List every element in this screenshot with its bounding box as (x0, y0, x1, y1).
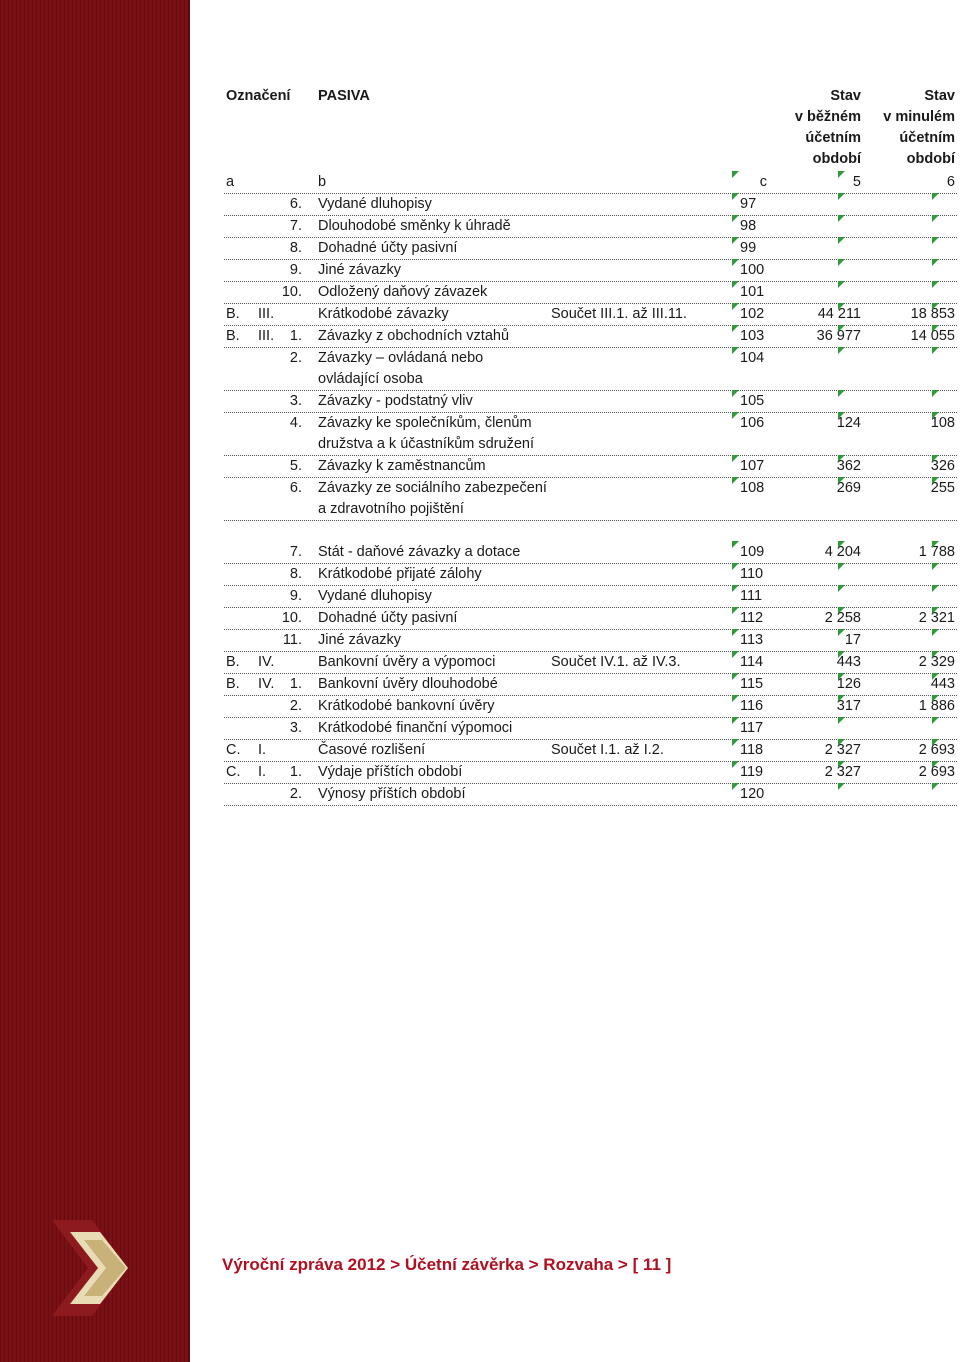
marker-triangle (732, 717, 739, 724)
row-code: 109 (740, 544, 765, 560)
row-value-current: 362 (836, 458, 861, 474)
row-mark-3: 2. (289, 698, 302, 714)
row-mark-3: 7. (289, 218, 302, 234)
table-row (224, 762, 957, 784)
colkey-c: c (759, 174, 767, 190)
marker-triangle (838, 237, 845, 244)
marker-triangle (732, 347, 739, 354)
marker-triangle (732, 171, 739, 178)
table-row (224, 608, 957, 630)
row-code: 104 (740, 350, 765, 366)
row-mark-1: C. (226, 764, 241, 780)
marker-triangle (932, 347, 939, 354)
row-code: 102 (740, 306, 765, 322)
row-name: Závazky - podstatný vliv (318, 393, 473, 409)
row-code: 119 (740, 764, 764, 780)
row-value-current: 317 (836, 698, 861, 714)
marker-triangle (932, 695, 939, 702)
row-name: Krátkodobé bankovní úvěry (318, 698, 495, 714)
row-mark-3: 2. (289, 786, 302, 802)
row-code: 98 (740, 218, 757, 234)
row-mark-3: 10. (281, 284, 302, 300)
row-name: Jiné závazky (318, 632, 402, 648)
colkey-a: a (226, 174, 235, 190)
row-value-previous: 18 853 (910, 306, 955, 322)
marker-triangle (932, 215, 939, 222)
table-row (224, 564, 957, 586)
row-value-current: 124 (836, 415, 861, 431)
header-previous-period (865, 86, 955, 170)
row-value-previous: 1 788 (918, 544, 955, 560)
marker-triangle (838, 629, 845, 636)
row-code: 118 (740, 742, 764, 758)
row-value-current: 2 327 (824, 764, 861, 780)
row-mark-3: 8. (289, 566, 302, 582)
marker-triangle (838, 717, 845, 724)
header-previous-line: období (906, 151, 955, 167)
marker-triangle (732, 237, 739, 244)
row-code: 100 (740, 262, 765, 278)
marker-triangle (732, 541, 739, 548)
table-row (224, 348, 957, 391)
header-previous-line: účetním (899, 130, 955, 146)
row-value-current: 443 (836, 654, 861, 670)
row-value-previous: 108 (930, 415, 955, 431)
row-value-previous: 2 693 (918, 764, 955, 780)
row-mark-3: 1. (289, 676, 302, 692)
marker-triangle (838, 541, 845, 548)
row-code: 117 (740, 720, 764, 736)
marker-triangle (838, 761, 845, 768)
row-sum-note: Součet IV.1. až IV.3. (551, 654, 681, 670)
row-mark-3: 10. (281, 610, 302, 626)
marker-triangle (932, 477, 939, 484)
marker-triangle (932, 281, 939, 288)
marker-triangle (932, 237, 939, 244)
header-pasiva: PASIVA (318, 88, 370, 104)
marker-triangle (838, 259, 845, 266)
row-value-current: 2 327 (824, 742, 861, 758)
marker-triangle (732, 281, 739, 288)
row-sum-note: Součet III.1. až III.11. (551, 306, 687, 322)
table-row (224, 740, 957, 762)
table-header (224, 86, 957, 172)
header-current-line: období (812, 151, 861, 167)
row-mark-3: 7. (289, 544, 302, 560)
row-value-previous: 443 (930, 676, 955, 692)
marker-triangle (932, 455, 939, 462)
marker-triangle (932, 585, 939, 592)
row-name: Závazky z obchodních vztahů (318, 328, 510, 344)
chevron-logo-icon (40, 1218, 140, 1318)
marker-triangle (732, 325, 739, 332)
marker-triangle (732, 651, 739, 658)
row-name: Krátkodobé závazky (318, 306, 449, 322)
marker-triangle (838, 563, 845, 570)
row-code: 108 (740, 480, 765, 496)
marker-triangle (838, 193, 845, 200)
table-row (224, 304, 957, 326)
row-mark-3: 11. (282, 632, 302, 648)
marker-triangle (932, 761, 939, 768)
colkey-5: 5 (852, 174, 861, 190)
marker-triangle (838, 215, 845, 222)
table-row (224, 282, 957, 304)
colkey-b: b (318, 174, 327, 190)
header-previous-line: Stav (924, 88, 955, 104)
row-mark-1: B. (226, 328, 240, 344)
marker-triangle (932, 303, 939, 310)
marker-triangle (838, 347, 845, 354)
row-name: Závazky ze sociálního zabezpečení (318, 480, 547, 496)
marker-triangle (838, 281, 845, 288)
row-value-current: 44 211 (817, 306, 861, 322)
row-sum-note: Součet I.1. až I.2. (551, 742, 664, 758)
marker-triangle (838, 607, 845, 614)
marker-triangle (838, 412, 845, 419)
table-row (224, 542, 957, 564)
marker-triangle (732, 761, 739, 768)
footer-breadcrumb: Výroční zpráva 2012 > Účetní závěrka > Rozvaha > [ 11 ] (222, 1255, 672, 1274)
row-mark-1: B. (226, 676, 240, 692)
row-code: 113 (740, 632, 764, 648)
row-code: 111 (740, 588, 763, 604)
marker-triangle (732, 783, 739, 790)
row-code: 106 (740, 415, 765, 431)
table-row (224, 718, 957, 740)
row-name: Časové rozlišení (318, 742, 426, 758)
marker-triangle (732, 477, 739, 484)
row-mark-2: I. (258, 742, 267, 758)
row-code: 120 (740, 786, 765, 802)
marker-triangle (838, 455, 845, 462)
row-code: 114 (740, 654, 764, 670)
row-name-continued: a zdravotního pojištění (318, 501, 464, 517)
marker-triangle (838, 651, 845, 658)
marker-triangle (838, 303, 845, 310)
header-oznaceni: Označení (226, 88, 291, 104)
row-value-current: 36 977 (816, 328, 861, 344)
row-mark-2: III. (258, 328, 275, 344)
row-value-current: 269 (836, 480, 861, 496)
marker-triangle (732, 412, 739, 419)
marker-triangle (732, 455, 739, 462)
header-current-line: účetním (805, 130, 861, 146)
row-mark-1: C. (226, 742, 241, 758)
row-name: Krátkodobé přijaté zálohy (318, 566, 482, 582)
row-mark-3: 9. (289, 588, 302, 604)
row-code: 103 (740, 328, 765, 344)
row-mark-3: 9. (289, 262, 302, 278)
row-mark-2: IV. (258, 654, 275, 670)
sidebar-decoration (0, 0, 190, 1362)
marker-triangle (838, 783, 845, 790)
row-code: 112 (740, 610, 764, 626)
row-name: Výdaje příštích období (318, 764, 463, 780)
marker-triangle (932, 673, 939, 680)
marker-triangle (932, 541, 939, 548)
row-name: Dohadné účty pasivní (318, 610, 458, 626)
row-name: Výnosy příštích období (318, 786, 466, 802)
row-code: 105 (740, 393, 765, 409)
row-name: Jiné závazky (318, 262, 402, 278)
row-mark-3: 5. (289, 458, 302, 474)
row-name: Krátkodobé finanční výpomoci (318, 720, 513, 736)
table-row (224, 478, 957, 521)
marker-triangle (932, 717, 939, 724)
row-name: Dlouhodobé směnky k úhradě (318, 218, 511, 234)
marker-triangle (932, 325, 939, 332)
header-previous-line: v minulém (883, 109, 955, 125)
marker-triangle (838, 695, 845, 702)
row-value-previous: 2 329 (918, 654, 955, 670)
row-mark-2: IV. (258, 676, 275, 692)
marker-triangle (838, 739, 845, 746)
marker-triangle (932, 193, 939, 200)
table-body (224, 194, 957, 806)
marker-triangle (932, 629, 939, 636)
header-current-line: v běžném (794, 109, 861, 125)
row-mark-3: 8. (289, 240, 302, 256)
table-row (224, 696, 957, 718)
marker-triangle (732, 193, 739, 200)
row-value-current: 126 (836, 676, 861, 692)
pasiva-table (224, 86, 957, 806)
row-name-continued: ovládající osoba (318, 371, 423, 387)
table-row (224, 784, 957, 806)
marker-triangle (732, 739, 739, 746)
marker-triangle (932, 783, 939, 790)
row-value-current: 2 258 (824, 610, 861, 626)
table-row (224, 391, 957, 413)
table-row (224, 238, 957, 260)
marker-triangle (732, 585, 739, 592)
row-mark-2: I. (258, 764, 267, 780)
marker-triangle (838, 585, 845, 592)
marker-triangle (838, 171, 845, 178)
marker-triangle (732, 390, 739, 397)
marker-triangle (932, 563, 939, 570)
row-value-previous: 255 (930, 480, 955, 496)
row-value-previous: 1 886 (918, 698, 955, 714)
table-row (224, 630, 957, 652)
marker-triangle (732, 303, 739, 310)
row-name: Bankovní úvěry dlouhodobé (318, 676, 498, 692)
row-name: Odložený daňový závazek (318, 284, 488, 300)
marker-triangle (838, 477, 845, 484)
row-name: Závazky – ovládaná nebo (318, 350, 484, 366)
row-mark-3: 1. (289, 764, 302, 780)
marker-triangle (732, 607, 739, 614)
row-value-previous: 2 693 (918, 742, 955, 758)
table-row (224, 456, 957, 478)
row-name: Dohadné účty pasivní (318, 240, 458, 256)
table-row (224, 674, 957, 696)
row-value-previous: 2 321 (918, 610, 955, 626)
row-value-current: 17 (844, 632, 861, 648)
row-code: 97 (740, 196, 757, 212)
marker-triangle (932, 259, 939, 266)
table-row (224, 216, 957, 238)
row-name: Bankovní úvěry a výpomoci (318, 654, 496, 670)
header-current-period (771, 86, 861, 170)
marker-triangle (732, 563, 739, 570)
row-code: 99 (740, 240, 757, 256)
header-current-line: Stav (830, 88, 861, 104)
row-mark-3: 6. (289, 480, 302, 496)
table-row (224, 652, 957, 674)
marker-triangle (932, 739, 939, 746)
row-name: Závazky ke společníkům, členům (318, 415, 532, 431)
row-name: Vydané dluhopisy (318, 196, 432, 212)
row-code: 101 (740, 284, 765, 300)
marker-triangle (932, 412, 939, 419)
marker-triangle (932, 651, 939, 658)
table-row (224, 413, 957, 456)
row-mark-3: 4. (289, 415, 302, 431)
row-code: 116 (740, 698, 764, 714)
marker-triangle (732, 695, 739, 702)
marker-triangle (932, 390, 939, 397)
sidebar-edge (188, 0, 190, 1362)
marker-triangle (732, 259, 739, 266)
row-spacer (224, 521, 957, 542)
row-value-previous: 14 055 (910, 328, 955, 344)
table-row (224, 586, 957, 608)
marker-triangle (732, 629, 739, 636)
marker-triangle (838, 390, 845, 397)
row-mark-3: 3. (289, 720, 302, 736)
row-code: 115 (740, 676, 764, 692)
table-row (224, 194, 957, 216)
row-mark-1: B. (226, 654, 240, 670)
marker-triangle (732, 673, 739, 680)
table-row (224, 260, 957, 282)
row-mark-3: 3. (289, 393, 302, 409)
row-code: 110 (740, 566, 764, 582)
row-mark-3: 2. (289, 350, 302, 366)
row-value-current: 4 204 (824, 544, 861, 560)
row-mark-2: III. (258, 306, 275, 322)
row-mark-1: B. (226, 306, 240, 322)
row-name: Závazky k zaměstnancům (318, 458, 486, 474)
row-mark-3: 1. (289, 328, 302, 344)
column-key-row (224, 172, 957, 194)
table-row (224, 326, 957, 348)
marker-triangle (838, 673, 845, 680)
row-name-continued: družstva a k účastníkům sdružení (318, 436, 534, 452)
row-name: Vydané dluhopisy (318, 588, 432, 604)
row-name: Stát - daňové závazky a dotace (318, 544, 521, 560)
row-value-previous: 326 (930, 458, 955, 474)
marker-triangle (732, 215, 739, 222)
marker-triangle (838, 325, 845, 332)
row-code: 107 (740, 458, 765, 474)
colkey-6: 6 (946, 174, 955, 190)
marker-triangle (932, 607, 939, 614)
row-mark-3: 6. (289, 196, 302, 212)
